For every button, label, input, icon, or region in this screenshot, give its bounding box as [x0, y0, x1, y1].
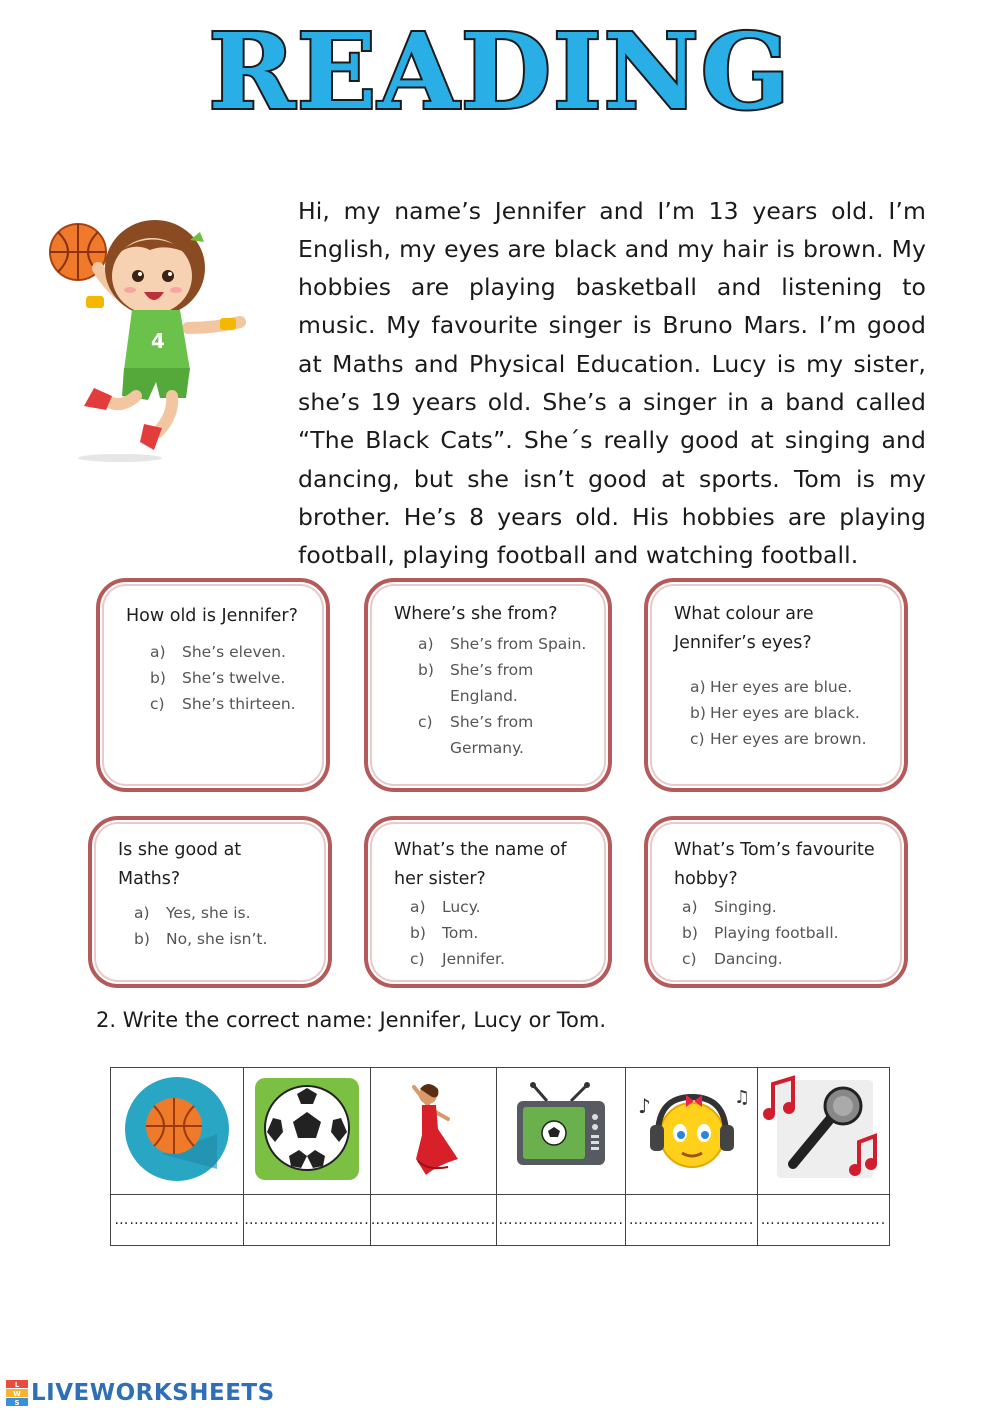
answer-options: [394, 631, 588, 761]
answer-option[interactable]: c) Her eyes are brown.: [690, 730, 867, 748]
picture-cell: [757, 1068, 889, 1195]
question-card: [644, 816, 908, 988]
girl-basketball-illustration: [40, 210, 255, 470]
answer-option[interactable]: b) No, she isn’t.: [134, 930, 268, 948]
reading-passage: Hi, my name’s Jennifer and I’m 13 years old. I’m English, my eyes are black and my hair is brown. My hobbies are playing basketball and listening to music. My favourite singer is Bruno Mars. I’m good at Maths and Physical Education. Lucy is my sister, she’s 19 years old. She’s a singer in a band called “The Black Cats”. She´s really good at singing and dancing, but she isn’t good at sports. Tom is my brother. He’s 8 years old. His hobbies are playing football, playing football and watching football.: [298, 196, 926, 570]
svg-text:S: S: [14, 1399, 20, 1406]
svg-text:♪: ♪: [637, 1094, 651, 1118]
picture-cell: [111, 1068, 244, 1195]
svg-text:♫: ♫: [733, 1087, 750, 1108]
question-text: How old is Jennifer?: [126, 606, 298, 626]
football-icon: [253, 1076, 361, 1182]
name-blank[interactable]: …………………….: [111, 1195, 244, 1246]
tv-football-icon: [511, 1081, 611, 1177]
answer-option[interactable]: c) Dancing.: [682, 950, 783, 968]
answer-option[interactable]: c) She’s thirteen.: [150, 695, 296, 713]
picture-cell: [370, 1068, 496, 1195]
question-text: Where’s she from?: [394, 604, 558, 624]
name-blank[interactable]: …………………….: [497, 1195, 626, 1246]
answer-option[interactable]: b) Tom.: [410, 924, 479, 942]
question-card: [96, 578, 330, 792]
basketball-icon: [122, 1074, 232, 1184]
music-emoji-icon: [634, 1079, 750, 1179]
answer-option[interactable]: a) Singing.: [682, 898, 777, 916]
answer-options: [394, 894, 588, 972]
answer-options: [126, 639, 306, 717]
answer-option[interactable]: c) She’s from Germany.: [418, 713, 534, 757]
name-table: [110, 1067, 890, 1246]
answer-option[interactable]: b) She’s from England.: [418, 661, 534, 705]
footer-brand[interactable]: [6, 1378, 275, 1408]
answer-option[interactable]: a) Lucy.: [410, 898, 481, 916]
svg-text:L: L: [14, 1381, 20, 1389]
liveworksheets-logo-icon: [6, 1380, 28, 1406]
question-card: [364, 578, 612, 792]
question-text: What’s the name of her sister?: [394, 840, 567, 889]
question-text: What’s Tom’s favourite hobby?: [674, 840, 875, 889]
question-text: What colour are Jennifer’s eyes?: [674, 604, 814, 653]
answer-options: [118, 900, 308, 952]
question-card: [88, 816, 332, 988]
section-2-instruction: 2. Write the correct name: Jennifer, Lucy or Tom.: [96, 1008, 607, 1032]
answer-options: [674, 894, 884, 972]
answer-option[interactable]: b) Playing football.: [682, 924, 839, 942]
answer-options: [674, 674, 884, 752]
name-blank[interactable]: …………………….: [370, 1195, 496, 1246]
title-text: READING: [208, 12, 792, 122]
name-blank[interactable]: …………………….: [244, 1195, 370, 1246]
name-blank[interactable]: …………………….: [626, 1195, 758, 1246]
answer-option[interactable]: b) She’s twelve.: [150, 669, 286, 687]
question-card: [364, 816, 612, 988]
answer-option[interactable]: b) Her eyes are black.: [690, 704, 860, 722]
dancer-icon: [398, 1079, 468, 1179]
answer-option[interactable]: a) She’s from Spain.: [418, 635, 587, 653]
question-card: [644, 578, 908, 792]
picture-cell: [497, 1068, 626, 1195]
page-title: [0, 12, 1000, 122]
answer-option[interactable]: a) Yes, she is.: [134, 904, 251, 922]
brand-name: LIVEWORKSHEETS: [31, 1380, 275, 1406]
picture-cell: [244, 1068, 370, 1195]
answer-option[interactable]: a) Her eyes are blue.: [690, 678, 853, 696]
svg-text:4: 4: [151, 329, 165, 353]
microphone-icon: [763, 1074, 883, 1184]
name-blank[interactable]: …………………….: [757, 1195, 889, 1246]
svg-text:W: W: [13, 1390, 21, 1398]
question-text: Is she good at Maths?: [118, 840, 242, 889]
answer-option[interactable]: c) Jennifer.: [410, 950, 505, 968]
picture-cell: [626, 1068, 758, 1195]
answer-option[interactable]: a) She’s eleven.: [150, 643, 286, 661]
